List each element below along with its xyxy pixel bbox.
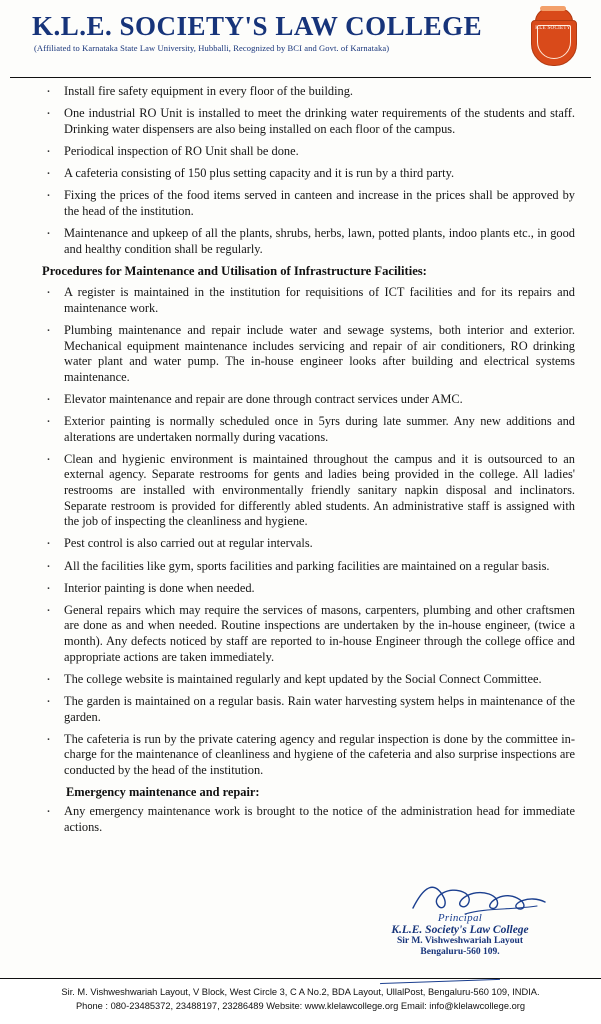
footer-address: Sir. M. Vishweshwariah Layout, V Block, West Circle 3, C A No.2, BDA Layout, UllalPost, Bengaluru-560 109, INDIA.: [61, 987, 540, 997]
list-item: · All the facilities like gym, sports facilities and parking facilities are maintained on a regular basis.: [40, 559, 575, 575]
list-item: · Elevator maintenance and repair are done through contract services under AMC.: [40, 392, 575, 408]
list-item: · Maintenance and upkeep of all the plants, shrubs, herbs, lawn, potted plants, indoo plants etc., in good and healthy condition shall be regularly.: [40, 226, 575, 257]
signature-scribble-icon: [405, 878, 555, 918]
list-item: · The cafeteria is run by the private catering agency and regular inspection is done by the committee in-charge for the maintenance of cleanliness and hygiene of the cafeteria and also surprise inspections are conducted by the head of the institution.: [40, 732, 575, 779]
list-item: · The garden is maintained on a regular basis. Rain water harvesting system helps in maintenance of the garden.: [40, 694, 575, 725]
list-item: · A cafeteria consisting of 150 plus setting capacity and it is run by a third party.: [40, 166, 575, 182]
bullet-list-top: [40, 84, 575, 257]
footer-strike-mark: [380, 979, 500, 984]
list-item: · Interior painting is done when needed.: [40, 581, 575, 597]
signature-block: [355, 888, 565, 958]
list-item: · Plumbing maintenance and repair include water and sewage systems, both interior and exterior. Mechanical equipment maintenance includes servicing and repair of air conditioners, RO drinking water plant and water pump. The in-house engineer looks after building and electrical systems maintenance.: [40, 323, 575, 386]
signature-college-name: K.L.E. Society's Law College: [391, 923, 529, 936]
document-header: [0, 0, 601, 76]
bullet-list-procedures: [40, 285, 575, 778]
list-item: · Fixing the prices of the food items served in canteen and increase in the prices shall be approved by the head of the institution.: [40, 188, 575, 219]
footer-contact: Phone : 080-23485372, 23488197, 23286489 Website: www.klelawcollege.org Email: info@klelawcollege.org: [75, 1001, 526, 1012]
college-title: K.L.E. SOCIETY'S LAW COLLEGE: [32, 11, 483, 41]
list-item: · Clean and hygienic environment is maintained throughout the campus and it is outsourced to an external agency. Separate restrooms for gents and ladies being provided in the college. All ladies' restrooms are installed with environmentally friendly sanitary napkin disposal and inclinators. Separate restroom is provided for differently abled students. An administrative staff is assigned with the job of inspecting the cleanliness and hygiene.: [40, 452, 575, 530]
list-item: · One industrial RO Unit is installed to meet the drinking water requirements of the students and staff. Drinking water dispensers are also being installed on each floor of the campus.: [40, 106, 575, 137]
list-item: · General repairs which may require the services of masons, carpenters, plumbing and other craftsmen are done as and when needed. Routine inspections are undertaken by the in-house engineer, (twice a month). Any defects noticed by staff are reported to in-house Engineer through the college office and appropriate actions are taken immediately.: [40, 603, 575, 666]
list-item: · Exterior painting is normally scheduled once in 5yrs during late summer. Any new additions and alterations are undertaken normally during vacations.: [40, 414, 575, 445]
signature-city-line: Bengaluru-560 109.: [420, 947, 500, 958]
list-item: · The college website is maintained regularly and kept updated by the Social Connect Committee.: [40, 672, 575, 688]
list-item: · Any emergency maintenance work is brought to the notice of the administration head for immediate actions.: [40, 804, 575, 835]
signature-address-line: Sir M. Vishweshwariah Layout: [397, 936, 523, 947]
document-body: [0, 78, 601, 835]
document-footer: [0, 978, 601, 1024]
college-crest-icon: [525, 6, 581, 70]
list-item: · A register is maintained in the institution for requisitions of ICT facilities and for its repairs and maintenance work.: [40, 285, 575, 316]
crest-label: KLE SOCIETY: [535, 26, 571, 31]
college-affiliation: (Affiliated to Karnataka State Law University, Hubballi, Recognized by BCI and Govt. of Karnataka): [34, 43, 390, 54]
section-heading: Procedures for Maintenance and Utilisation of Infrastructure Facilities:: [42, 264, 427, 279]
sub-heading-emergency: Emergency maintenance and repair:: [66, 785, 260, 799]
list-item: · Periodical inspection of RO Unit shall be done.: [40, 144, 575, 160]
list-item: · Pest control is also carried out at regular intervals.: [40, 536, 575, 552]
list-item: · Install fire safety equipment in every floor of the building.: [40, 84, 575, 100]
bullet-list-emergency: [40, 804, 575, 835]
handwritten-signature: [355, 888, 565, 916]
signature-principal-label: Principal: [437, 911, 483, 924]
